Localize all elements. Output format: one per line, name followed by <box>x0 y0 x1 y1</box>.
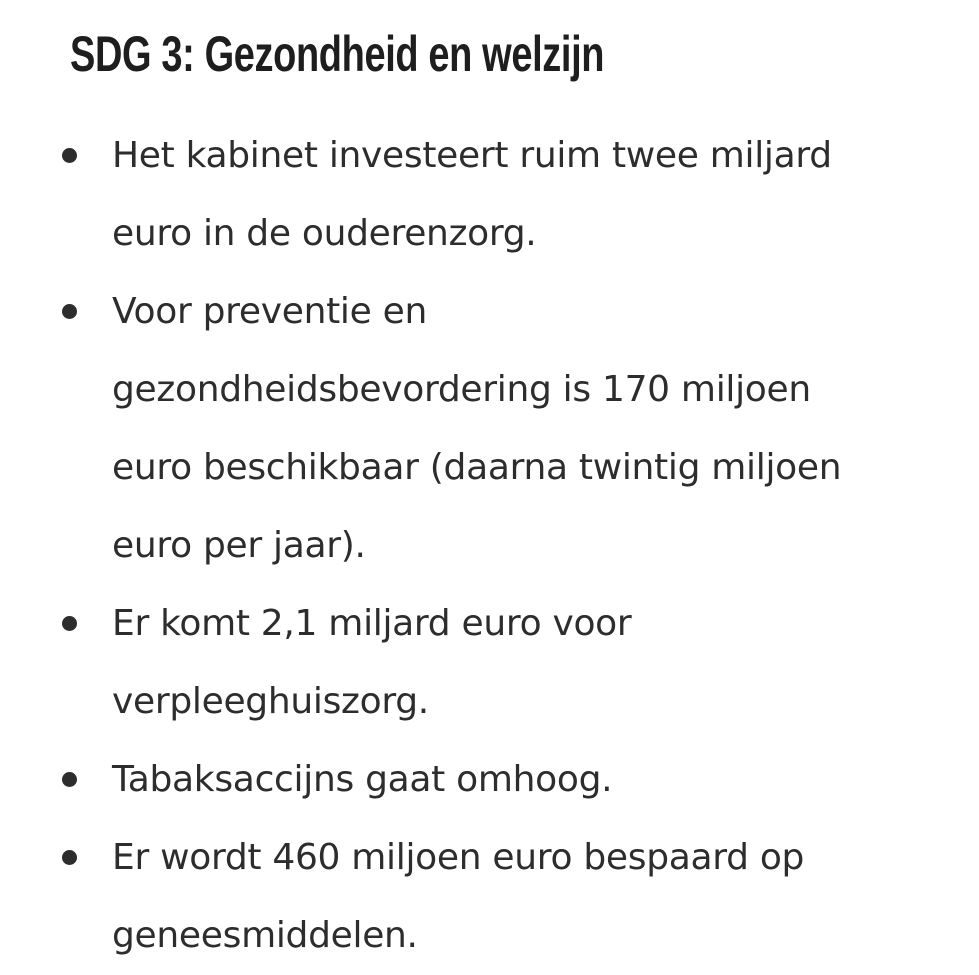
list-item-line: geneesmiddelen. <box>112 915 418 956</box>
list-item-line: euro per jaar). <box>112 525 366 566</box>
list-item <box>0 819 979 975</box>
list-item-line: euro beschikbaar (daarna twintig miljoen <box>112 447 842 488</box>
list-item-line: Er wordt 460 miljoen euro bespaard op <box>112 837 805 878</box>
list-item-line: Tabaksaccijns gaat omhoog. <box>112 759 613 800</box>
list-item <box>0 585 979 741</box>
bullet-icon <box>62 772 77 787</box>
list-item-line: Voor preventie en <box>112 291 427 332</box>
list-item <box>0 273 979 585</box>
list-item <box>0 741 979 819</box>
bullet-icon <box>62 850 77 865</box>
list-item-line: verpleeghuiszorg. <box>112 681 429 722</box>
bullet-icon <box>62 304 77 319</box>
list-item-line: gezondheidsbevordering is 170 miljoen <box>112 369 811 410</box>
list-item-line: euro in de ouderenzorg. <box>112 213 537 254</box>
bullet-icon <box>62 616 77 631</box>
section-heading: SDG 3: Gezondheid en welzijn <box>70 26 605 82</box>
bullet-list <box>0 117 979 975</box>
list-item <box>0 117 979 273</box>
list-item-line: Het kabinet investeert ruim twee miljard <box>112 135 832 176</box>
bullet-icon <box>62 148 77 163</box>
list-item-line: Er komt 2,1 miljard euro voor <box>112 603 632 644</box>
